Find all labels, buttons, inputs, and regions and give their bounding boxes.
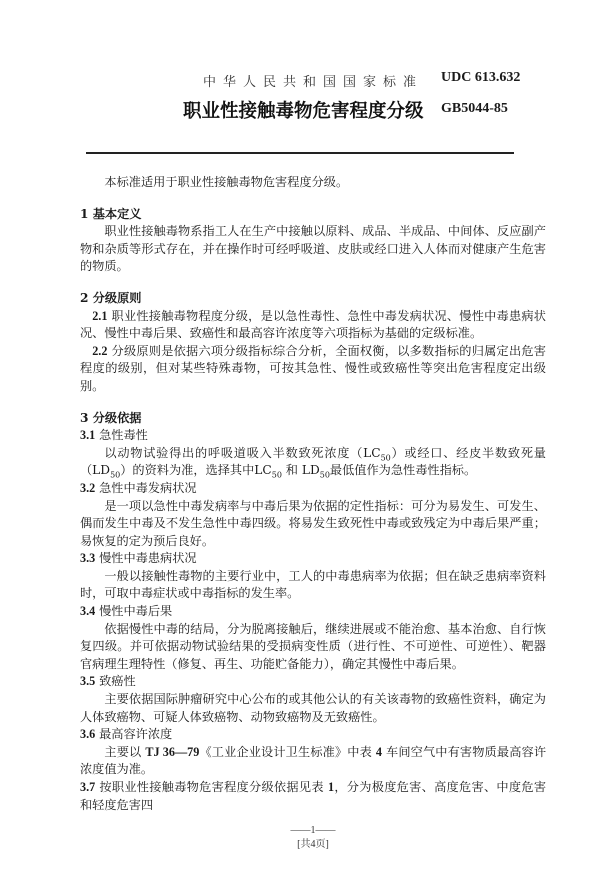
udc-code: UDC 613.632	[441, 70, 521, 85]
standard-code: GB5044-85	[441, 101, 508, 116]
section-2-heading: 2 分级原则	[80, 290, 142, 305]
section-2-1: 2.1 职业性接触毒物程度分级，是以急性毒性、急性中毒发病状况、慢性中毒患病状况、慢性中毒后果、致癌性和最高容许浓度等六项指标为基础的定级标准。	[80, 308, 546, 341]
document-title: 职业性接触毒物危害程度分级	[183, 101, 424, 122]
section-3-1-title: 3.1 急性毒性	[80, 428, 148, 443]
page-number: ——1——	[290, 825, 336, 837]
issuer-label: 中华人民共和国国家标准	[203, 74, 424, 89]
section-3-2-title: 3.2 急性中毒发病状况	[80, 480, 197, 495]
section-3-4-text: 依据慢性中毒的结局，分为脱离接触后，继续进展或不能治愈、基本治愈、自行恢复四级。并可依据动物试验结果的受损病变性质（进行性、不可逆性、可逆性）、靶器官病理生理特性（修复、再生、功能贮备能力），确定其慢性中毒后果。	[80, 621, 546, 671]
section-2-2: 2.2 分级原则是依据六项分级指标综合分析，全面权衡，以多数指标的归属定出危害程度的级别，但对某些特殊毒物，可按其急性、慢性或致癌性等突出危害程度定出级别。	[80, 343, 546, 393]
section-3-5-title: 3.5 致癌性	[80, 674, 136, 689]
page-total: [共4页]	[297, 839, 329, 851]
section-3-3-text: 一般以接触性毒物的主要行业中，工人的中毒患病率为依据；但在缺乏患病率资料时，可取中毒症状或中毒指标的发生率。	[80, 568, 546, 601]
page-footer	[80, 824, 546, 852]
section-1-heading: 1 基本定义	[80, 206, 142, 221]
section-3-5-text: 主要依据国际肿瘤研究中心公布的或其他公认的有关该毒物的致癌性资料，确定为人体致癌物、可疑人体致癌物、动物致癌物及无致癌性。	[80, 692, 546, 724]
section-3-heading: 3 分级依据	[80, 410, 142, 425]
section-3-7: 3.7 按职业性接触毒物危害程度分级依据见表 1，分为极度危害、高度危害、中度危害和轻度危害四	[80, 780, 547, 812]
intro-paragraph: 本标准适用于职业性接触毒物危害程度分级。	[104, 175, 349, 189]
section-3-1-text: 以动物试验得出的呼吸道吸入半数致死浓度$(LC_{50})$或经口、经皮半数致死量$(LD_{50})$的资料为准，选择其中$LC_{50}$ 和 $LD_{50}$最低值作为急性毒性指标。	[80, 445, 546, 480]
document-body	[80, 174, 546, 814]
section-3-4-title: 3.4 慢性中毒后果	[80, 604, 173, 619]
section-3-2-text: 是一项以急性中毒发病率与中毒后果为依据的定性指标：可分为易发生、可发生、偶而发生中毒及不发生急性中毒四级。将易发生致死性中毒或致残定为中毒后果严重；易恢复的定为预后良好。	[80, 498, 546, 548]
section-3-6-text: 主要以 TJ 36—79《工业企业设计卫生标准》中表 4 车间空气中有害物质最高容许浓度值为准。	[80, 744, 547, 777]
section-1-text: 职业性接触毒物系指工人在生产中接触以原料、成品、半成品、中间体、反应副产物和杂质等形式存在，并在操作时可经呼吸道、皮肤或经口进入人体而对健康产生危害的物质。	[80, 224, 546, 274]
section-3-6-title: 3.6 最高容许浓度	[80, 727, 173, 742]
section-3-3-title: 3.3 慢性中毒患病状况	[80, 551, 197, 566]
